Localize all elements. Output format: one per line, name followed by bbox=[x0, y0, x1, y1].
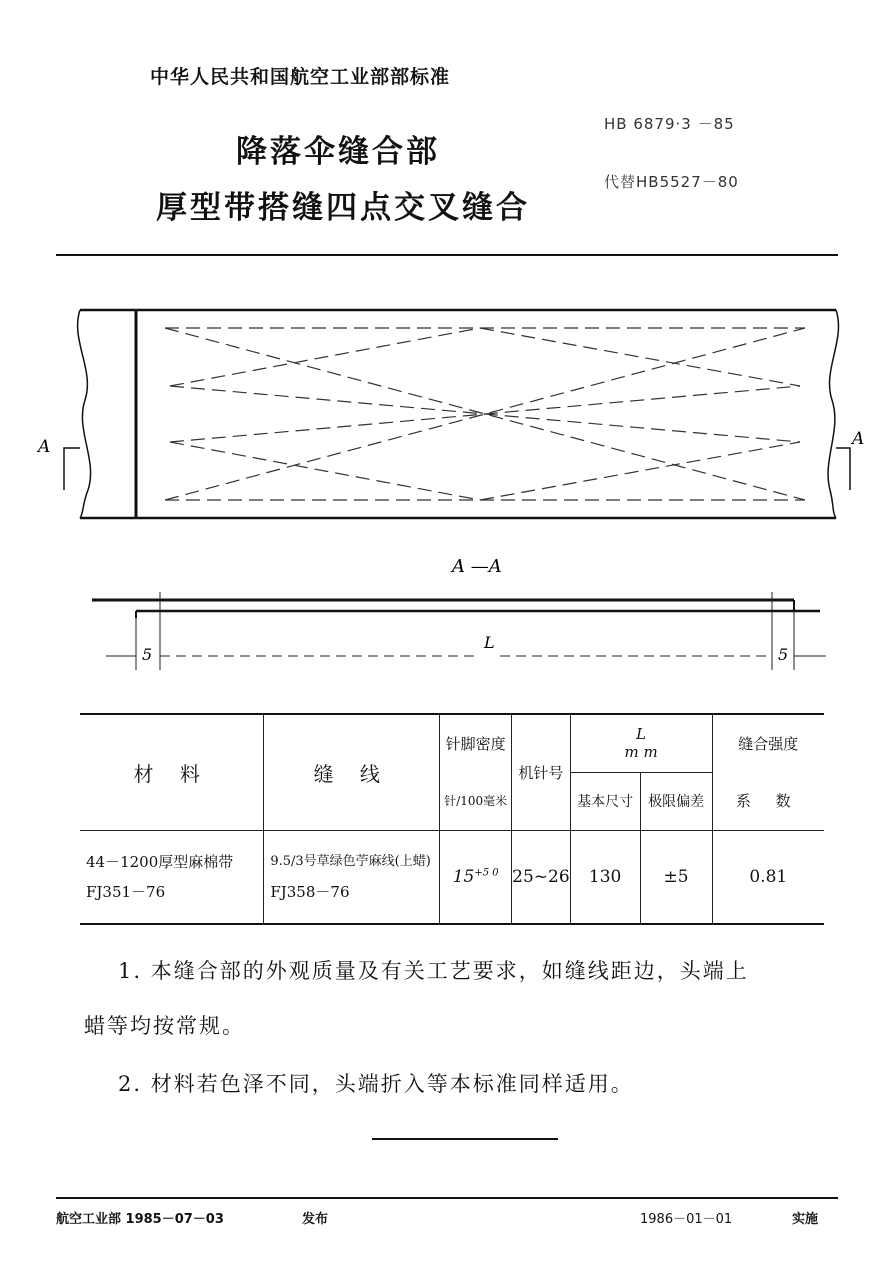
footer-effective-date: 1986－01－01 bbox=[640, 1212, 733, 1227]
material-standard: FJ351－76 bbox=[86, 882, 166, 901]
cell-material bbox=[80, 830, 264, 924]
note-1: 1. 本缝合部的外观质量及有关工艺要求，如缝线距边，头端上 bbox=[118, 959, 749, 983]
header-rule bbox=[56, 254, 838, 256]
cell-basic-size: 130 bbox=[570, 830, 640, 924]
section-label: A —A bbox=[452, 556, 502, 577]
section-view-drawing bbox=[0, 540, 896, 680]
standard-code: HB 6879·3 －85 bbox=[604, 115, 735, 133]
cell-thread bbox=[264, 830, 440, 924]
header-thread: 缝 线 bbox=[264, 714, 440, 830]
footer-issued: 发布 bbox=[302, 1212, 329, 1227]
header-stitch-density: 针脚密度 bbox=[440, 714, 512, 772]
header-coefficient: 系 数 bbox=[712, 772, 824, 830]
material-name: 44－1200厚型麻棉带 bbox=[86, 852, 234, 871]
header-needle: 机针号 bbox=[512, 714, 571, 830]
plan-view-drawing bbox=[0, 280, 896, 540]
section-mark-left: A bbox=[38, 437, 51, 457]
thread-name: 9.5/3号草绿色苧麻线(上蜡) bbox=[270, 853, 431, 869]
header-L-unit: m m bbox=[624, 743, 658, 762]
cell-density bbox=[440, 830, 512, 924]
cell-tolerance: ±5 bbox=[640, 830, 712, 924]
header-tolerance: 极限偏差 bbox=[640, 772, 712, 830]
header-L-symbol: L bbox=[636, 725, 647, 744]
footer-rule bbox=[56, 1197, 838, 1199]
header-material: 材 料 bbox=[80, 714, 264, 830]
title-line-1: 降落伞缝合部 bbox=[236, 134, 440, 170]
cell-coefficient: 0.81 bbox=[712, 830, 824, 924]
density-tolerance: +5 0 bbox=[474, 867, 499, 879]
header-strength: 缝合强度 bbox=[712, 714, 824, 772]
specification-table bbox=[80, 713, 824, 925]
dim-L: L bbox=[484, 633, 495, 652]
dim-right-5: 5 bbox=[778, 645, 789, 664]
thread-standard: FJ358－76 bbox=[270, 882, 350, 901]
dim-left-5: 5 bbox=[142, 645, 153, 664]
title-line-2: 厚型带搭缝四点交叉缝合 bbox=[156, 190, 530, 226]
header-density-unit: 针/100毫米 bbox=[440, 772, 512, 830]
cell-needle: 25~26 bbox=[512, 830, 571, 924]
header-basic-size: 基本尺寸 bbox=[570, 772, 640, 830]
issuing-organization: 中华人民共和国航空工业部部标准 bbox=[150, 66, 451, 88]
end-rule bbox=[372, 1138, 558, 1140]
section-mark-right: A bbox=[852, 429, 865, 449]
header-L bbox=[570, 714, 712, 772]
replaces-code: 代替HB5527－80 bbox=[604, 173, 739, 191]
footer-effective: 实施 bbox=[792, 1212, 819, 1227]
note-1-continued: 蜡等均按常规。 bbox=[84, 1014, 245, 1038]
footer-issuer: 航空工业部 1985－07－03 bbox=[56, 1212, 224, 1227]
note-2: 2. 材料若色泽不同，头端折入等本标准同样适用。 bbox=[118, 1072, 634, 1096]
density-value: 15 bbox=[452, 866, 475, 887]
